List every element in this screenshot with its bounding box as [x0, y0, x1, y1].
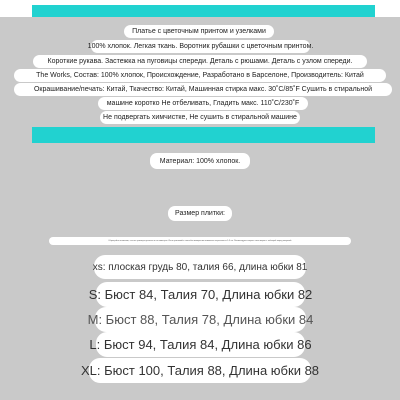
size-chart-title: Размер плитки:	[168, 206, 232, 221]
material-label: Материал: 100% хлопок.	[150, 153, 250, 169]
description-line: Короткие рукава. Застежка на пуговицы спереди. Деталь с рюшами. Деталь с узлом спереди.	[33, 55, 367, 68]
size-measurement-note: Обращайте внимание, что все размеры указаны в сантиметрах. Из-за различий в способах измерения возможны погрешности 1-3 см. Рекомендуем сверять свои мерки с таблицей перед покупкой.	[49, 237, 351, 245]
accent-bar-top	[32, 5, 375, 17]
size-row-xl: XL: Бюст 100, Талия 88, Длина юбки 88	[89, 358, 311, 383]
description-line: Окрашивание/печать: Китай, Ткачество: Китай, Машинная стирка макс. 30˚C/85˚F Сушить в стиральной	[14, 83, 392, 96]
description-line-title: Платье с цветочным принтом и узелками	[124, 25, 274, 38]
size-row-xs: xs: плоская грудь 80, талия 66, длина юбки 81	[94, 255, 306, 279]
description-line: The Works, Состав: 100% хлопок, Происхождение, Разработано в Барселоне, Производитель: Китай	[14, 69, 386, 82]
description-line: 100% хлопок. Легкая ткань. Воротник рубашки с цветочным принтом.	[91, 40, 310, 53]
size-row-s: S: Бюст 84, Талия 70, Длина юбки 82	[96, 282, 305, 307]
accent-bar-middle	[32, 127, 375, 143]
description-line: Не подвергать химчистке, Не сушить в стиральной машине	[100, 111, 300, 124]
description-line: машине коротко Не отбеливать, Гладить макс. 110˚C/230˚F	[98, 97, 308, 110]
size-row-m: M: Бюст 88, Талия 78, Длина юбки 84	[95, 307, 306, 332]
size-row-l: L: Бюст 94, Талия 84, Длина юбки 86	[96, 332, 305, 357]
